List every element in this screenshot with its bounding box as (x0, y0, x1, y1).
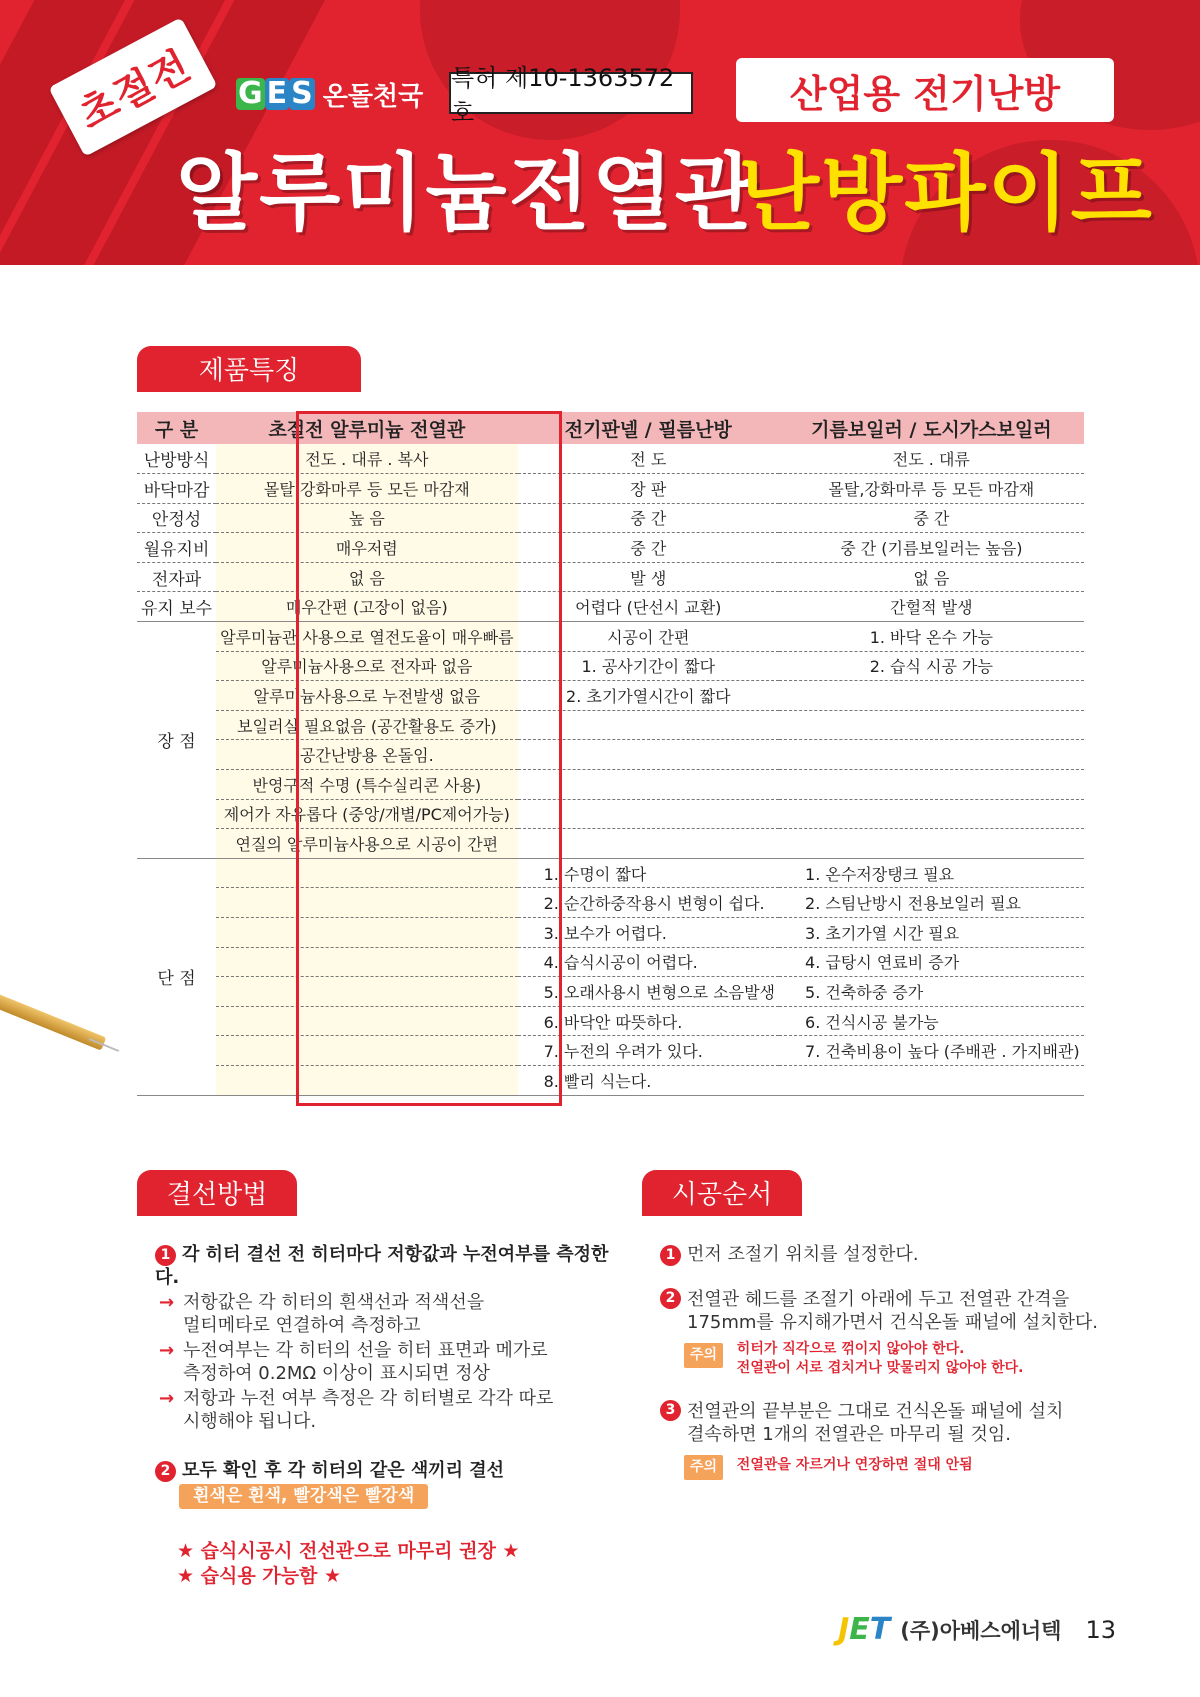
table-row (137, 710, 1084, 740)
pipe-illustration (0, 993, 106, 1050)
cell-panel (518, 740, 779, 770)
install-step-3 (660, 1400, 1100, 1446)
cell-panel: 2. 초기가열시간이 짧다 (518, 681, 779, 711)
step-number: 2 (155, 1461, 176, 1482)
arrow-icon: → (159, 1292, 175, 1313)
ges-logo (236, 76, 423, 112)
cell-aluminum: 매우간편 (고장이 없음) (216, 592, 517, 622)
caution-tag: 주의 (684, 1455, 723, 1480)
cell-aluminum: 없 음 (216, 562, 517, 592)
cell-boiler (779, 799, 1084, 829)
table-header-row (137, 412, 1084, 444)
company-name: (주)아베스에너텍 (900, 1618, 1062, 1643)
step-text: 각 히터 결선 전 히터마다 저항값과 누전여부를 측정한다. (155, 1244, 609, 1288)
tab-features: 제품특징 (137, 346, 361, 390)
cell-boiler: 몰탈,강화마루 등 모든 마감재 (779, 474, 1084, 504)
jet-letter: J (838, 1612, 850, 1647)
row-label: 유지 보수 (137, 592, 216, 622)
jet-letter: T (869, 1612, 891, 1647)
step-line: 전열관 헤드를 조절기 아래에 두고 전열관 간격을 (687, 1289, 1070, 1310)
cell-aluminum: 매우저렴 (216, 533, 517, 563)
caution-text (737, 1340, 1024, 1378)
cell-aluminum (216, 918, 517, 948)
wiring-steps (155, 1243, 625, 1589)
table-row (137, 947, 1084, 977)
cell-aluminum: 반영구적 수명 (특수실리콘 사용) (216, 770, 517, 800)
bullet-line: 누전여부는 각 히터의 선을 히터 표면과 메가로 (183, 1340, 548, 1361)
header-cell: 초절전 알루미늄 전열관 (216, 412, 517, 444)
step-text (687, 1288, 1098, 1334)
wiring-bullet (155, 1387, 625, 1433)
caution-text: 전열관을 자르거나 연장하면 절대 안됨 (736, 1457, 973, 1473)
install-note-3 (684, 1452, 1100, 1480)
logo-letter-g: G (238, 76, 263, 111)
step-number: 2 (660, 1288, 681, 1309)
step-text: 먼저 조절기 위치를 설정한다. (687, 1244, 919, 1265)
cell-panel: 8. 빨리 식는다. (518, 1065, 779, 1095)
table-row (137, 1036, 1084, 1066)
cell-panel (518, 770, 779, 800)
step-text: 모두 확인 후 각 히터의 같은 색끼리 결선 (182, 1460, 505, 1481)
table-body (137, 444, 1084, 1095)
tab-underline (642, 1213, 802, 1216)
cell-aluminum: 높 음 (216, 503, 517, 533)
comparison-table (137, 412, 1084, 1096)
caution-tag: 주의 (684, 1343, 723, 1368)
cell-aluminum (216, 1065, 517, 1095)
step-line: 결속하면 1개의 전열관은 마무리 될 것임. (687, 1424, 1011, 1445)
logo-letter-e: E (266, 76, 288, 111)
step-number: 1 (155, 1245, 176, 1266)
wiring-step-2 (155, 1459, 625, 1482)
table-row (137, 562, 1084, 592)
cell-boiler: 6. 건식시공 불가능 (779, 1006, 1084, 1036)
footer (838, 1612, 1116, 1647)
title-main: 알루미늄전열관 (176, 144, 759, 242)
cell-panel (518, 799, 779, 829)
star-note: ★ 습식시공시 전선관으로 마무리 권장 ★ (177, 1540, 520, 1562)
table-row (137, 651, 1084, 681)
wiring-bullet (155, 1339, 625, 1385)
color-match-pill-wrap (179, 1484, 625, 1509)
step-number: 3 (660, 1400, 681, 1421)
cell-boiler: 1. 바닥 온수 가능 (779, 622, 1084, 652)
caution-line: 히터가 직각으로 꺾이지 않아야 한다. (736, 1341, 965, 1357)
cell-panel: 6. 바닥안 따뜻하다. (518, 1006, 779, 1036)
table-row (137, 503, 1084, 533)
industrial-label: 산업용 전기난방 (736, 58, 1114, 122)
cell-panel: 2. 순간하중작용시 변형이 쉽다. (518, 888, 779, 918)
wiring-step-1 (155, 1243, 625, 1289)
patent-number: 특허 제10-1363572호 (449, 72, 693, 114)
cell-boiler: 2. 습식 시공 가능 (779, 651, 1084, 681)
tab-underline (137, 389, 361, 392)
cell-panel: 시공이 간편 (518, 622, 779, 652)
table-row (137, 740, 1084, 770)
arrow-icon: → (159, 1340, 175, 1361)
header-banner (0, 0, 1200, 265)
step-text (687, 1400, 1063, 1446)
step-line: 전열관의 끝부분은 그대로 건식온돌 패널에 설치 (687, 1401, 1064, 1422)
cell-boiler: 간헐적 발생 (779, 592, 1084, 622)
cell-aluminum: 보일러실 필요없음 (공간활용도 증가) (216, 710, 517, 740)
cell-aluminum: 공간난방용 온돌임. (216, 740, 517, 770)
table-row (137, 474, 1084, 504)
caution-line: 전열관이 서로 겹치거나 맞물리지 않아야 한다. (736, 1360, 1024, 1376)
table-row (137, 622, 1084, 652)
cell-boiler: 7. 건축비용이 높다 (주배관 . 가지배관) (779, 1036, 1084, 1066)
table-row (137, 888, 1084, 918)
bullet-line: 시행해야 됩니다. (183, 1411, 317, 1432)
bullet-line: 저항과 누전 여부 측정은 각 히터별로 각각 따로 (183, 1388, 554, 1409)
logo-brand-name: 온돌천국 (322, 81, 424, 112)
jet-letter: E (849, 1612, 870, 1647)
cell-panel: 중 간 (518, 533, 779, 563)
cell-boiler: 3. 초기가열 시간 필요 (779, 918, 1084, 948)
tab-install: 시공순서 (642, 1170, 802, 1214)
bullet-line: 저항값은 각 히터의 흰색선과 적색선을 (183, 1292, 485, 1313)
row-label-cons: 단 점 (137, 858, 216, 1095)
table-row (137, 1006, 1084, 1036)
cell-boiler: 없 음 (779, 562, 1084, 592)
cell-boiler (779, 1065, 1084, 1095)
cell-panel: 장 판 (518, 474, 779, 504)
table-row (137, 681, 1084, 711)
color-match-pill: 흰색은 흰색, 빨강색은 빨강색 (179, 1484, 428, 1509)
bullet-line: 측정하여 0.2MΩ 이상이 표시되면 정상 (183, 1363, 490, 1384)
cell-boiler: 중 간 (779, 503, 1084, 533)
cell-aluminum: 알루미늄관 사용으로 열전도율이 매우빠름 (216, 622, 517, 652)
table-row (137, 1065, 1084, 1095)
cell-aluminum (216, 947, 517, 977)
cell-aluminum (216, 1006, 517, 1036)
title-accent: 난방파이프 (738, 144, 1154, 242)
table-row (137, 829, 1084, 859)
cell-boiler: 4. 급탕시 연료비 증가 (779, 947, 1084, 977)
star-note: ★ 습식용 가능함 ★ (177, 1565, 342, 1587)
cell-aluminum: 몰탈,강화마루 등 모든 마감재 (216, 474, 517, 504)
row-label-pros: 장 점 (137, 622, 216, 859)
table-row (137, 977, 1084, 1007)
cell-panel: 7. 누전의 우려가 있다. (518, 1036, 779, 1066)
jet-logo (838, 1612, 890, 1647)
tab-wiring: 결선방법 (137, 1170, 297, 1214)
row-label: 전자파 (137, 562, 216, 592)
cell-aluminum (216, 1036, 517, 1066)
arrow-icon: → (159, 1388, 175, 1409)
table-row (137, 444, 1084, 474)
cell-panel: 중 간 (518, 503, 779, 533)
ges-logo-mark (236, 78, 315, 110)
row-label: 월유지비 (137, 533, 216, 563)
cell-panel: 전 도 (518, 444, 779, 474)
table-row (137, 799, 1084, 829)
install-note-2 (684, 1340, 1100, 1378)
sticker-text: 초절전 (71, 41, 198, 139)
cell-aluminum: 전도 . 대류 . 복사 (216, 444, 517, 474)
wet-install-notes (177, 1539, 625, 1589)
cell-boiler: 2. 스팀난방시 전용보일러 필요 (779, 888, 1084, 918)
cell-panel: 4. 습식시공이 어렵다. (518, 947, 779, 977)
cell-aluminum: 연질의 알루미늄사용으로 시공이 간편 (216, 829, 517, 859)
header-cell: 전기판넬 / 필름난방 (518, 412, 779, 444)
cell-aluminum: 알루미늄사용으로 전자파 없음 (216, 651, 517, 681)
table-row (137, 858, 1084, 888)
cell-aluminum: 알루미늄사용으로 누전발생 없음 (216, 681, 517, 711)
cell-panel: 5. 오래사용시 변형으로 소음발생 (518, 977, 779, 1007)
cell-panel (518, 710, 779, 740)
row-label: 난방방식 (137, 444, 216, 474)
install-step-1 (660, 1243, 1100, 1266)
cell-panel: 1. 수명이 짧다 (518, 858, 779, 888)
cell-aluminum (216, 977, 517, 1007)
cell-boiler: 전도 . 대류 (779, 444, 1084, 474)
cell-aluminum (216, 858, 517, 888)
page-number: 13 (1085, 1615, 1116, 1644)
cell-boiler (779, 740, 1084, 770)
step-number: 1 (660, 1245, 681, 1266)
step-line: 175mm를 유지해가면서 건식온돌 패널에 설치한다. (687, 1312, 1099, 1333)
cell-boiler: 1. 온수저장탱크 필요 (779, 858, 1084, 888)
row-label: 바닥마감 (137, 474, 216, 504)
cell-panel: 발 생 (518, 562, 779, 592)
cell-boiler (779, 681, 1084, 711)
table-row (137, 770, 1084, 800)
table-row (137, 533, 1084, 563)
cell-boiler (779, 770, 1084, 800)
header-cell: 기름보일러 / 도시가스보일러 (779, 412, 1084, 444)
cell-panel: 어렵다 (단선시 교환) (518, 592, 779, 622)
tab-underline (137, 1213, 297, 1216)
row-label: 안정성 (137, 503, 216, 533)
table-row (137, 592, 1084, 622)
cell-boiler (779, 829, 1084, 859)
table-row (137, 918, 1084, 948)
cell-panel: 1. 공사기간이 짧다 (518, 651, 779, 681)
wiring-bullet (155, 1291, 625, 1337)
install-steps (660, 1243, 1100, 1480)
install-step-2 (660, 1288, 1100, 1334)
header-cell: 구 분 (137, 412, 216, 444)
cell-boiler (779, 710, 1084, 740)
cell-boiler: 중 간 (기름보일러는 높음) (779, 533, 1084, 563)
bullet-line: 멀티메타로 연결하여 측정하고 (183, 1315, 421, 1336)
cell-aluminum: 제어가 자유롭다 (중앙/개별/PC제어가능) (216, 799, 517, 829)
cell-boiler: 5. 건축하중 증가 (779, 977, 1084, 1007)
cell-aluminum (216, 888, 517, 918)
cell-panel (518, 829, 779, 859)
cell-panel: 3. 보수가 어렵다. (518, 918, 779, 948)
logo-letter-s: S (291, 76, 313, 111)
